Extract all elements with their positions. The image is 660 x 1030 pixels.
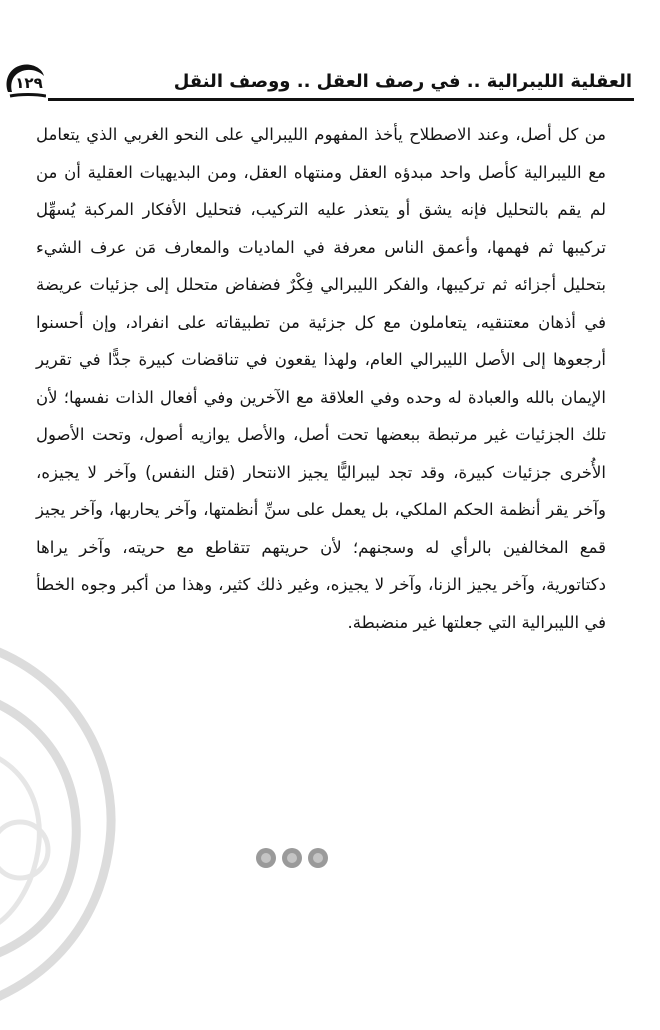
page-number-badge (2, 60, 46, 98)
running-header (0, 58, 640, 102)
three-dots-ornament-icon (250, 846, 340, 870)
header-divider (48, 98, 634, 101)
circular-arabesque-ornament-icon (0, 600, 130, 1030)
running-header-title: العقلية الليبرالية .. في رصف العقل .. ووصف النقل (173, 71, 632, 92)
page-number: ١٢٩ (15, 74, 43, 92)
body-paragraph: من كل أصل، وعند الاصطلاح يأخذ المفهوم الليبرالي على النحو الغربي الذي يتعامل مع الليبرالية كأصل واحد مبدؤه العقل ومنتهاه العقل، ومن البديهيات العقلية أن من لم يقم بالتحليل فإنه يشق أو يتعذر عليه التركيب، فتحليل الأفكار المركبة يُسهِّل تركيبها ثم فهمها، وأعمق الناس معرفة في الماديات والمعارف مَن عرف الشيء بتحليل أجزائه ثم تركيبها، والفكر الليبرالي فِكْرٌ فضفاض متحلل إلى جزئيات عريضة في أذهان معتنقيه، يتعاملون مع كل جزئية من تطبيقاته على انفراد، وإن أحسنوا أرجعوها إلى الأصل الليبرالي العام، ولهذا يقعون في تناقضات كبيرة جدًّا في تقرير الإيمان بالله والعبادة له وحده وفي العلاقة مع الآخرين وفي أفعال الذات نفسها؛ لأن تلك الجزئيات غير مرتبطة ببعضها تحت أصل، والأصل يوازيه أصول، وتحت الأصول الأُخرى جزئيات كبيرة، وقد تجد ليبراليًّا يجيز الانتحار (قتل النفس) وآخر لا يجيزه، وآخر يقر أنظمة الحكم الملكي، بل يعمل على سنِّ أنظمتها، وآخر يحاربها، وآخر يجيز قمع المخالفين بالرأي له وسجنهم؛ لأن حريتهم تتقاطع مع حريته، وآخر يراها دكتاتورية، وآخر يجيز الزنا، وآخر لا يجيزه، وغير ذلك كثير، وهذا من أكبر وجوه الخطأ في الليبرالية التي جعلتها غير منضبطة. (36, 125, 606, 632)
